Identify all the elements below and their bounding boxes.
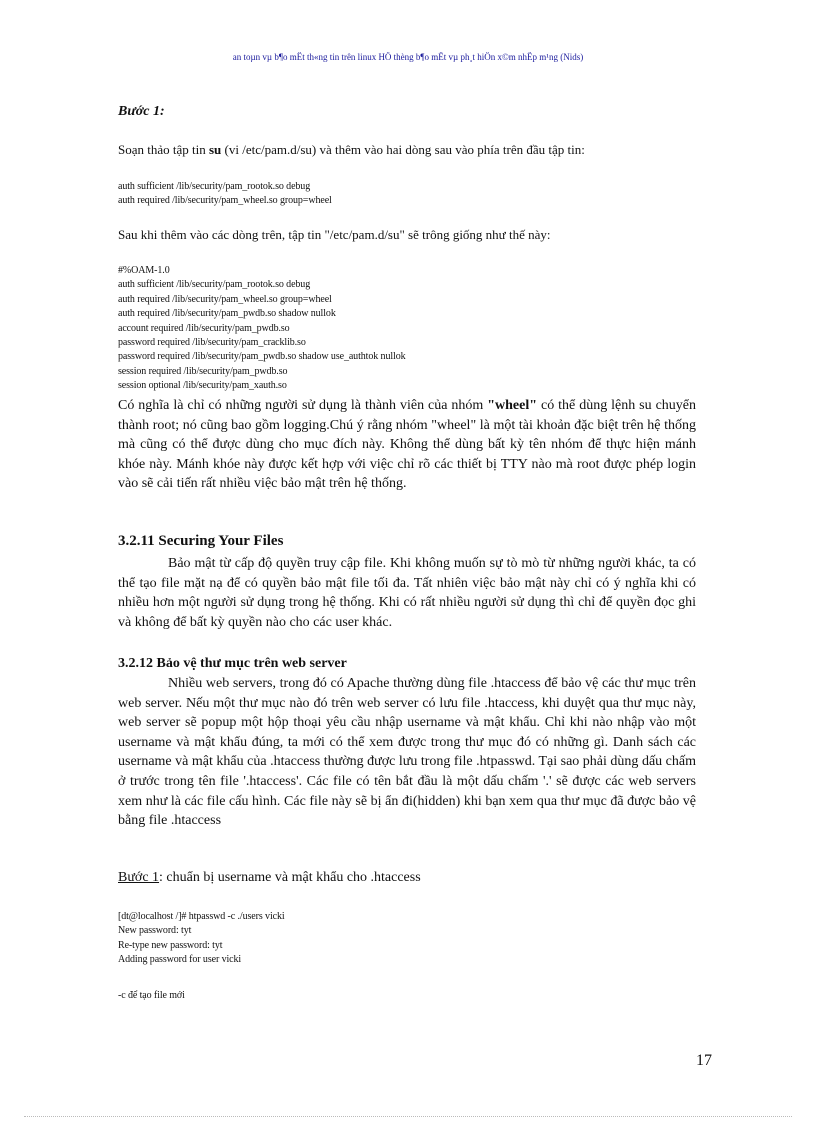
wheel-suffix: có thể dùng lệnh su chuyển thành root; nó cũng bao gồm logging.Chú ý rằng nhóm "wheel" là một tài khoản đặc biệt trên hệ thống mà cũng có thể được dùng cho mục đích này. Không thể dùng bất kỳ tên nhóm để thực hiện mánh khóe này. Mánh khóe này được kết hợp với việc chỉ rõ các thiết bị TTY nào mà root được phép login vào sẽ cải tiến rất nhiều việc bảo mật trên hệ thống. [118, 398, 697, 492]
wheel-prefix: Có nghĩa là chỉ có những người sử dụng là thành viên của nhóm [118, 398, 488, 413]
running-header: an toµn vµ b¶o mËt th«ng tin trên linux HÖ thèng b¶o mËt vµ ph¸t hiÖn x©m nhËp m¹ng (Nids) [232, 52, 584, 62]
code-line: session required /lib/security/pam_pwdb.so [118, 365, 288, 377]
section-3-2-12-title: 3.2.12 Bảo vệ thư mục trên web server [118, 656, 347, 671]
code-line: Re-type new password: tyt [118, 939, 223, 951]
section-3-2-11-body: Bảo mật từ cấp độ quyền truy cập file. Khi không muốn sự tò mò từ những người khác, ta có thể tạo file mặt nạ để có quyền bảo mật file tối đa. Tất nhiên việc bảo mật này chỉ có ý nghĩa khi có nhiều hơn một người sử dụng trong hệ thống. Khi có rất nhiều người sử dụng thì chỉ để quyền đọc ghi và không để bất kỳ quyền nào cho các user khác. [118, 556, 696, 630]
code-line: #%OAM-1.0 [118, 265, 170, 276]
step1-intro-prefix: Soạn thảo tập tin [118, 142, 209, 157]
code-line: auth required /lib/security/pam_pwdb.so shadow nullok [118, 308, 336, 320]
step-text: : chuẩn bị username và mật khẩu cho .htaccess [159, 870, 421, 885]
step1-intro-bold: su [209, 142, 222, 157]
code-line: auth sufficient /lib/security/pam_rootok.so debug [118, 181, 311, 192]
code-line: account required /lib/security/pam_pwdb.so [118, 322, 290, 334]
code-block-2 [118, 264, 406, 394]
code-block-1 [118, 180, 332, 209]
code-line: auth required /lib/security/pam_wheel.so group=wheel [118, 195, 332, 207]
step-label: Bước 1 [118, 870, 160, 885]
code-line: auth required /lib/security/pam_wheel.so group=wheel [118, 293, 332, 305]
page-bottom-divider [24, 1116, 792, 1117]
code-line: New password: tyt [118, 925, 192, 937]
page-number: 17 [696, 1052, 712, 1069]
code-line: Adding password for user vicki [118, 954, 242, 966]
code-line: session optional /lib/security/pam_xauth.so [118, 380, 287, 392]
code-note: -c để tạo file mới [118, 990, 185, 1001]
step1-title: Bước 1: [118, 104, 165, 119]
wheel-bold: "wheel" [487, 398, 538, 413]
section-3-2-11-title: 3.2.11 Securing Your Files [118, 533, 284, 549]
code-line: password required /lib/security/pam_pwdb.so shadow use_authtok nullok [118, 351, 406, 363]
step1-intro [118, 140, 718, 159]
section-3-2-12-step [118, 870, 421, 886]
step1-after-text: Sau khi thêm vào các dòng trên, tập tin "/etc/pam.d/su" sẽ trông giống như thế này: [118, 227, 551, 242]
code-line: password required /lib/security/pam_cracklib.so [118, 337, 306, 349]
code-line: auth sufficient /lib/security/pam_rootok.so debug [118, 279, 311, 291]
wheel-explanation [118, 396, 696, 494]
step1-intro-suffix: (vi /etc/pam.d/su) và thêm vào hai dòng sau vào phía trên đầu tập tin: [221, 142, 585, 157]
code-block-3 [118, 910, 285, 968]
code-line: [dt@localhost /]# htpasswd -c ./users vicki [118, 911, 285, 922]
section-3-2-12-body: Nhiều web servers, trong đó có Apache thường dùng file .htaccess để bảo vệ các thư mục trên web server. Nếu một thư mục nào đó trên web server có lưu file .htaccess, khi duyệt qua thư mục này, web server sẽ popup một hộp thoại yêu cầu nhập username và mật khẩu. Chỉ khi nào nhập vào một username và mật khẩu đúng, ta mới có thể xem được trong thư mục đó có những gì. Danh sách các username và mật khẩu của .htaccess thường được lưu trong file .htpasswd. Tại sao phải dùng dấu chấm ở trước trong tên file '.htaccess'. Các file có tên bắt đầu là một dấu chấm '.' sẽ được các web servers xem như là các file cấu hình. Các file này sẽ bị ẩn đi(hidden) khi bạn xem qua thư mục đã được bảo vệ bằng file .htaccess [118, 676, 696, 829]
